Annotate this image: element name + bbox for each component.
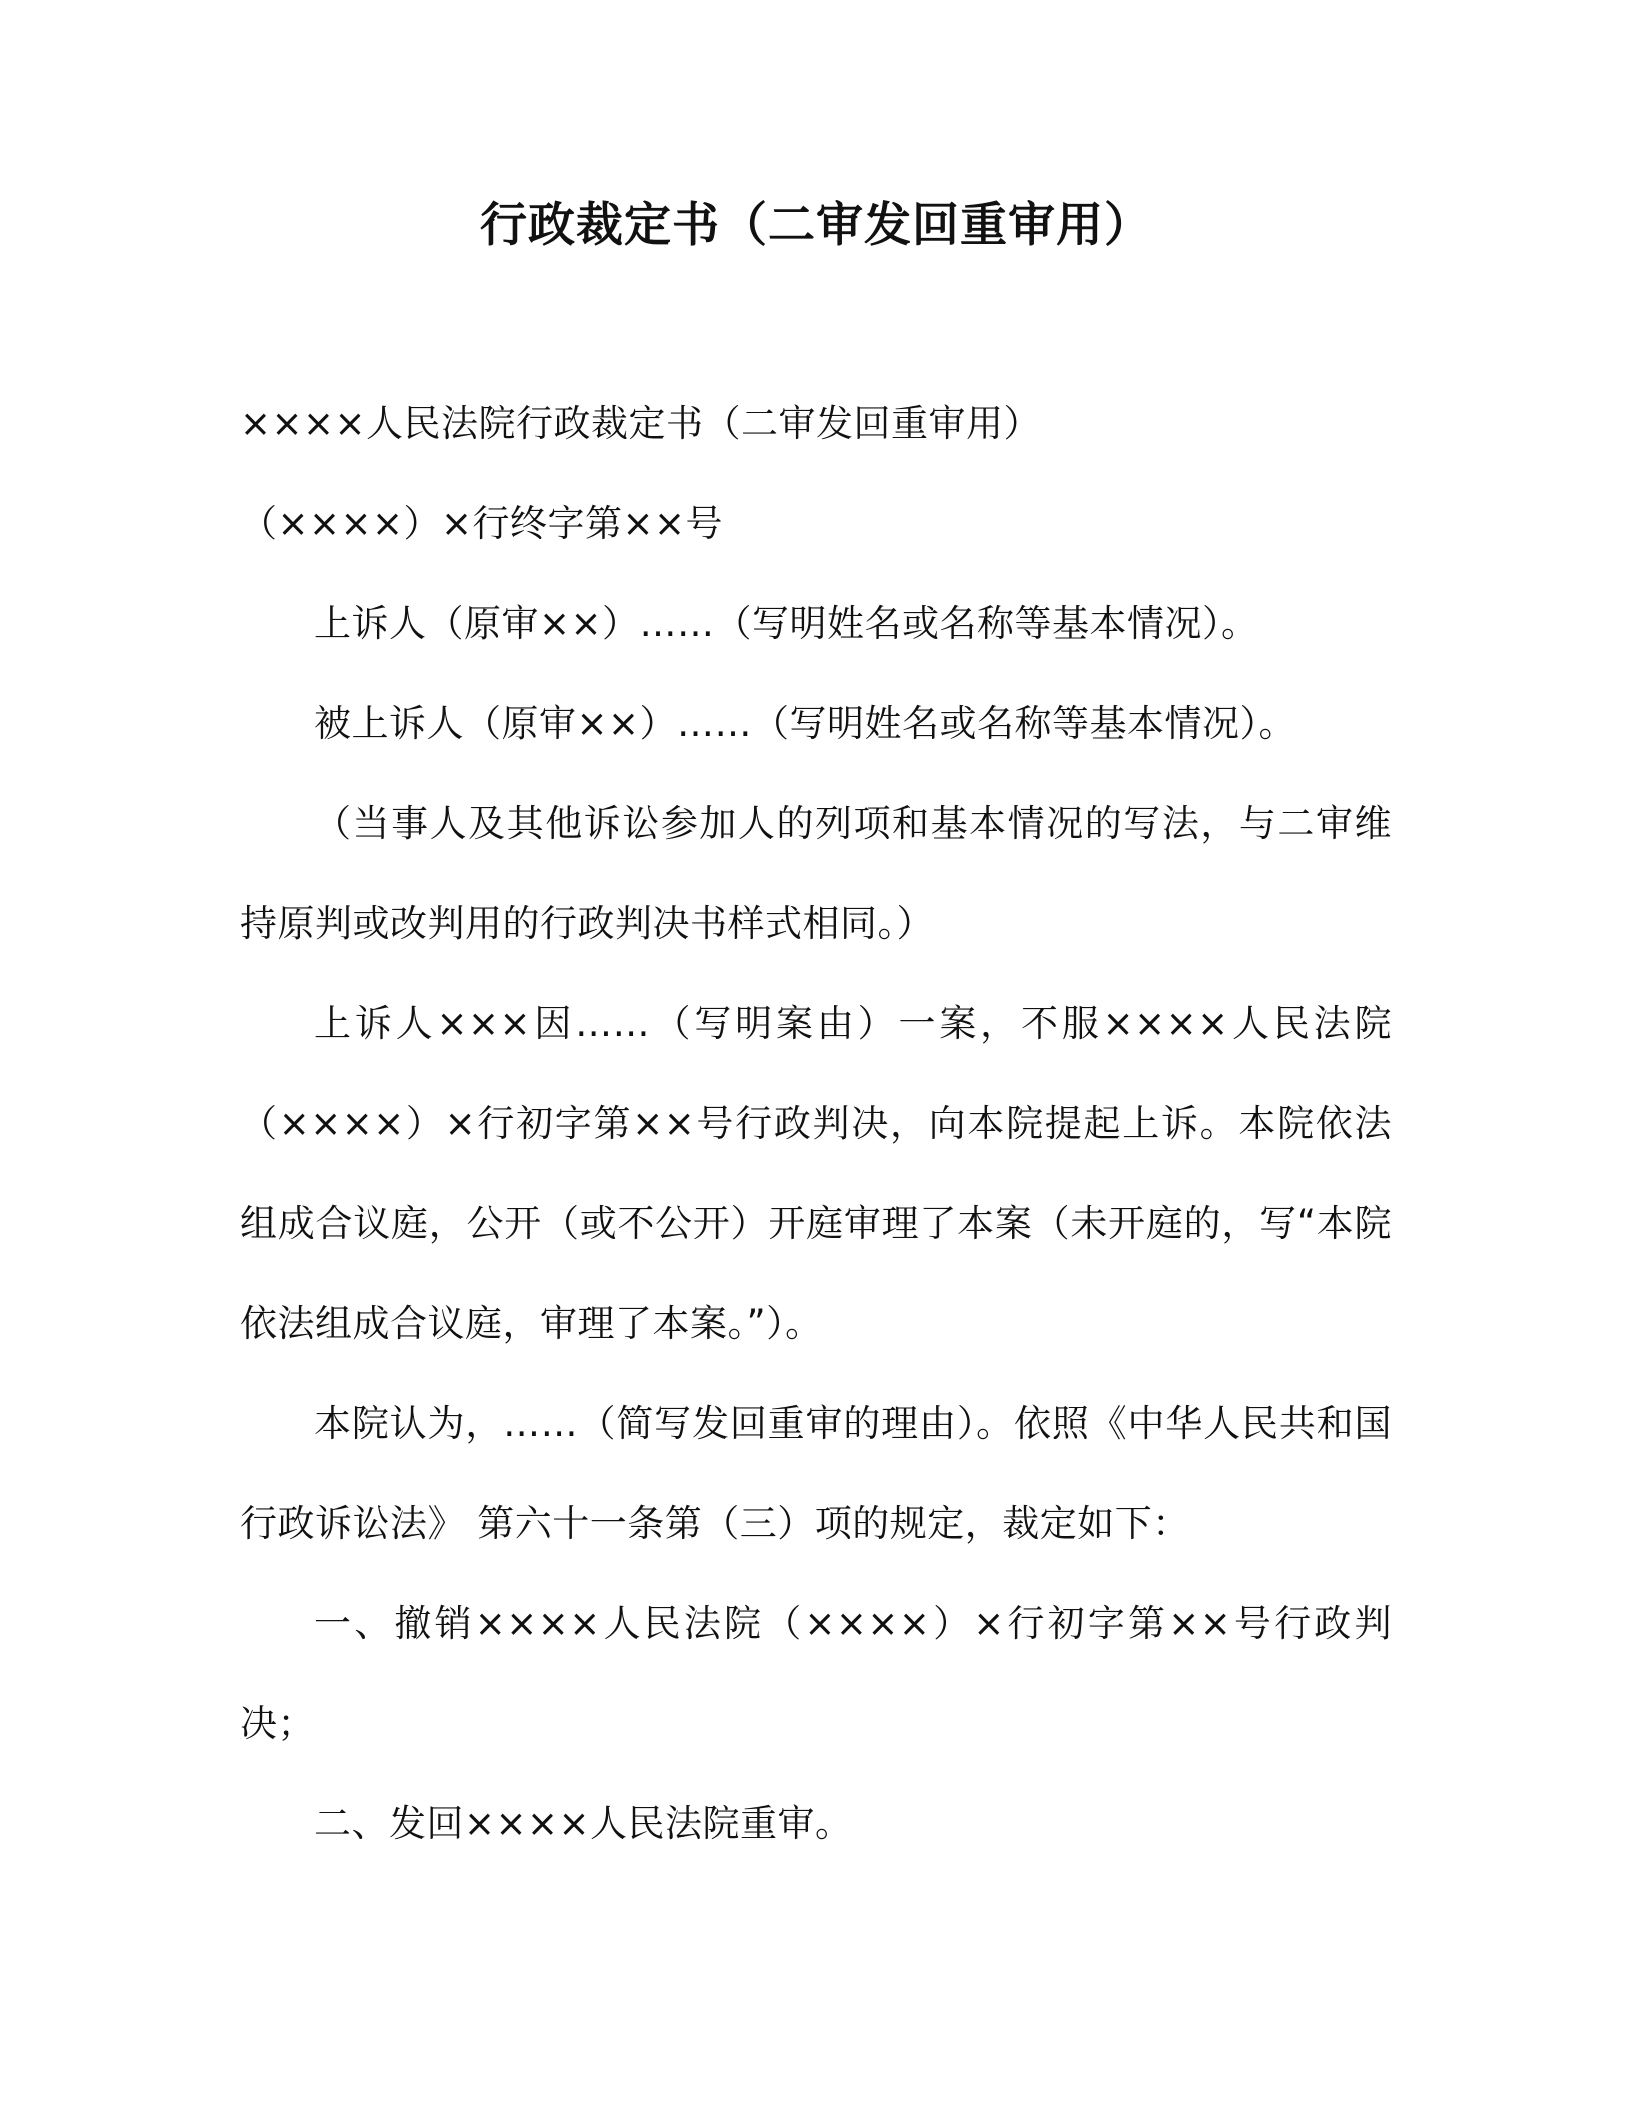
appellee-paragraph: 被上诉人（原审××）……（写明姓名或名称等基本情况）。: [314, 702, 1297, 745]
appellant-paragraph: 上诉人（原审××）……（写明姓名或名称等基本情况）。: [314, 602, 1259, 645]
document-title: 行政裁定书（二审发回重审用）: [480, 198, 1152, 253]
ruling-item-1: 一、撤销××××人民法院（××××）×行初字第××号行政判决；: [240, 1602, 1392, 1745]
case-summary-paragraph: 上诉人×××因……（写明案由）一案，不服××××人民法院（××××）×行初字第××号行政判决，向本院提起上诉。本院依法组成合议庭，公开（或不公开）开庭审理了本案（未开庭的，写“本院依法组成合议庭，审理了本案。”）。: [240, 1002, 1392, 1345]
parties-note-paragraph: （当事人及其他诉讼参加人的列项和基本情况的写法，与二审维持原判或改判用的行政判决书样式相同。）: [240, 802, 1392, 945]
court-opinion-paragraph: 本院认为，……（简写发回重审的理由）。依照《中华人民共和国行政诉讼法》 第六十一条第（三）项的规定，裁定如下：: [240, 1402, 1392, 1545]
case-number: （××××）×行终字第××号: [240, 502, 724, 545]
ruling-item-2: 二、发回××××人民法院重审。: [314, 1802, 853, 1845]
document-body: [240, 374, 1392, 1874]
court-heading: ××××人民法院行政裁定书（二审发回重审用）: [240, 402, 1042, 445]
